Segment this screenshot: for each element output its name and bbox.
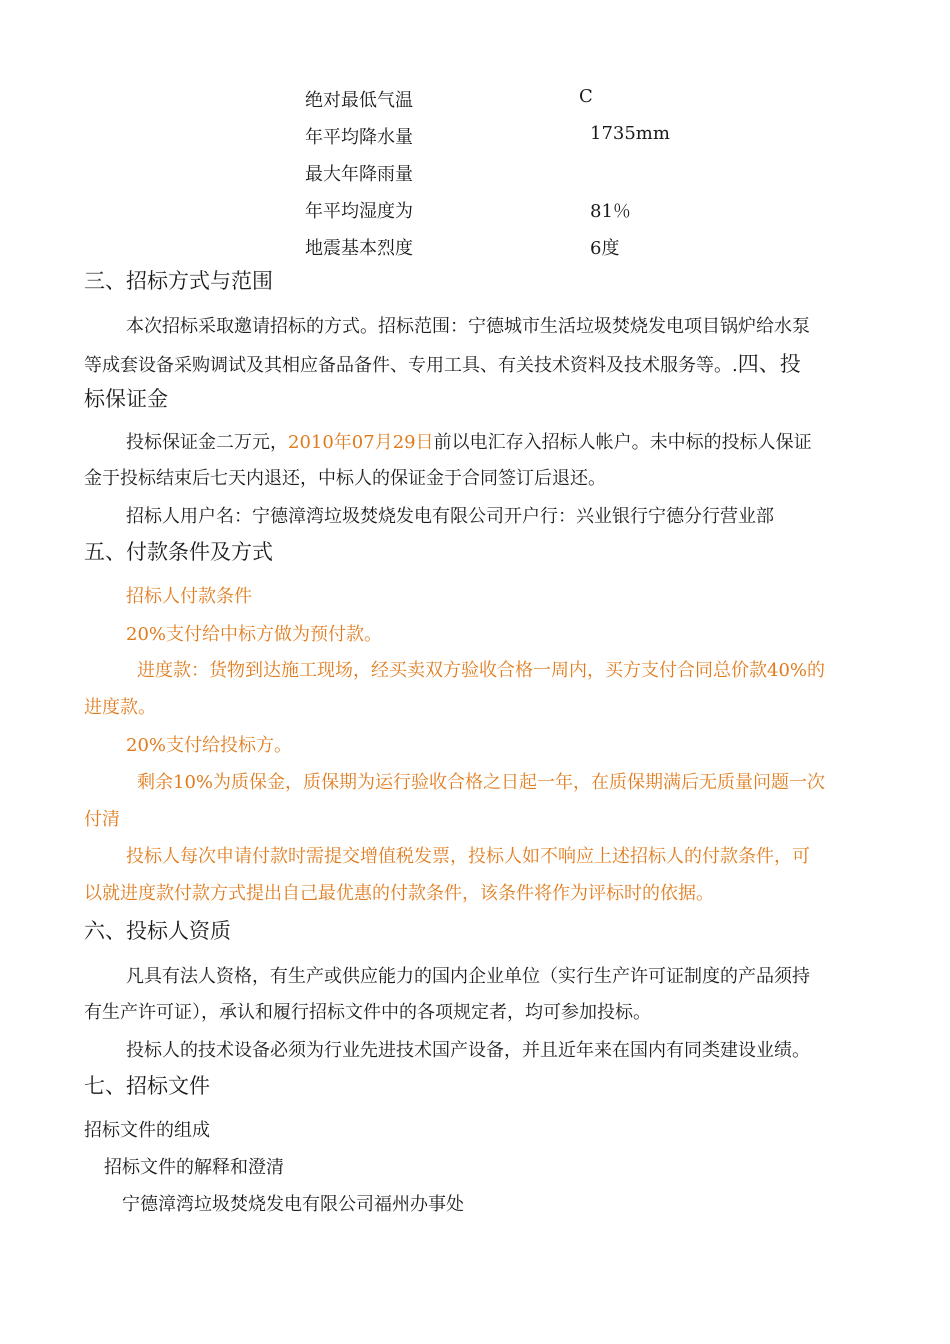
payment-retention-line1: 剩余10%为质保金，质保期为运行验收合格之日起一年，在质保期满后无质量问题一次 xyxy=(137,772,826,793)
section3-body-line2: 等成套设备采购调试及其相应备品备件、专用工具、有关技术资料及技术服务等。. xyxy=(84,355,738,376)
tender-doc-composition: 招标文件的组成 xyxy=(84,1120,210,1141)
deposit-text: 投标保证金二万元， xyxy=(126,432,288,453)
section7-heading: 七、招标文件 xyxy=(84,1074,210,1098)
climate-label-precip: 年平均降水量 xyxy=(305,127,413,148)
section4-account-info: 招标人用户名：宁德漳湾垃圾焚烧发电有限公司开户行：兴业银行宁德分行营业部 xyxy=(126,506,774,527)
qualification-p1-line1: 凡具有法人资格，有生产或供应能力的国内企业单位（实行生产许可证制度的产品须持 xyxy=(126,966,810,987)
payment-to-bidder: 20%支付给投标方。 xyxy=(126,735,293,756)
climate-value-min-temp: C xyxy=(579,86,593,107)
section4-heading-part1: 四、投 xyxy=(737,352,801,376)
section3-body-line2-wrap xyxy=(84,348,801,378)
payment-conditions-title: 招标人付款条件 xyxy=(126,586,252,607)
payment-invoice-line2: 以就进度款付款方式提出自己最优惠的付款条件，该条件将作为评标时的依据。 xyxy=(84,883,714,904)
section4-p1-line2: 金于投标结束后七天内退还，中标人的保证金于合同签订后退还。 xyxy=(84,468,606,489)
payment-invoice-line1: 投标人每次申请付款时需提交增值税发票，投标人如不响应上述招标人的付款条件，可 xyxy=(126,846,810,867)
payment-progress-line1: 进度款：货物到达施工现场，经买卖双方验收合格一周内，买方支付合同总价款40%的 xyxy=(137,660,826,681)
climate-value-precip: 1735mm xyxy=(590,123,670,144)
section6-heading: 六、投标人资质 xyxy=(84,919,231,943)
tender-doc-clarification: 招标文件的解释和澄清 xyxy=(104,1157,284,1178)
office-name: 宁德漳湾垃圾焚烧发电有限公司福州办事处 xyxy=(122,1194,464,1215)
qualification-p2: 投标人的技术设备必须为行业先进技术国产设备，并且近年来在国内有同类建设业绩。 xyxy=(126,1040,810,1061)
qualification-p1-line2: 有生产许可证），承认和履行招标文件中的各项规定者，均可参加投标。 xyxy=(84,1002,651,1023)
payment-retention-line2: 付清 xyxy=(84,809,120,830)
payment-progress-line2: 进度款。 xyxy=(84,697,156,718)
climate-value-humidity: 81％ xyxy=(590,201,631,222)
payment-advance: 20%支付给中标方做为预付款。 xyxy=(126,624,383,645)
section3-heading: 三、招标方式与范围 xyxy=(84,269,273,293)
deposit-date: 2010年07月29日 xyxy=(288,432,434,453)
climate-label-seismic: 地震基本烈度 xyxy=(305,238,413,259)
climate-value-seismic: 6度 xyxy=(590,238,620,259)
section4-heading-part2: 标保证金 xyxy=(84,387,168,411)
climate-label-max-rain: 最大年降雨量 xyxy=(305,164,413,185)
section4-p1-line1 xyxy=(126,428,812,454)
section3-body-line1: 本次招标采取邀请招标的方式。招标范围：宁德城市生活垃圾焚烧发电项目锅炉给水泵 xyxy=(126,316,810,337)
section5-heading: 五、付款条件及方式 xyxy=(84,540,273,564)
deposit-text-after: 前以电汇存入招标人帐户。未中标的投标人保证 xyxy=(433,432,812,453)
climate-label-humidity: 年平均湿度为 xyxy=(305,201,413,222)
climate-label-min-temp: 绝对最低气温 xyxy=(305,90,413,111)
